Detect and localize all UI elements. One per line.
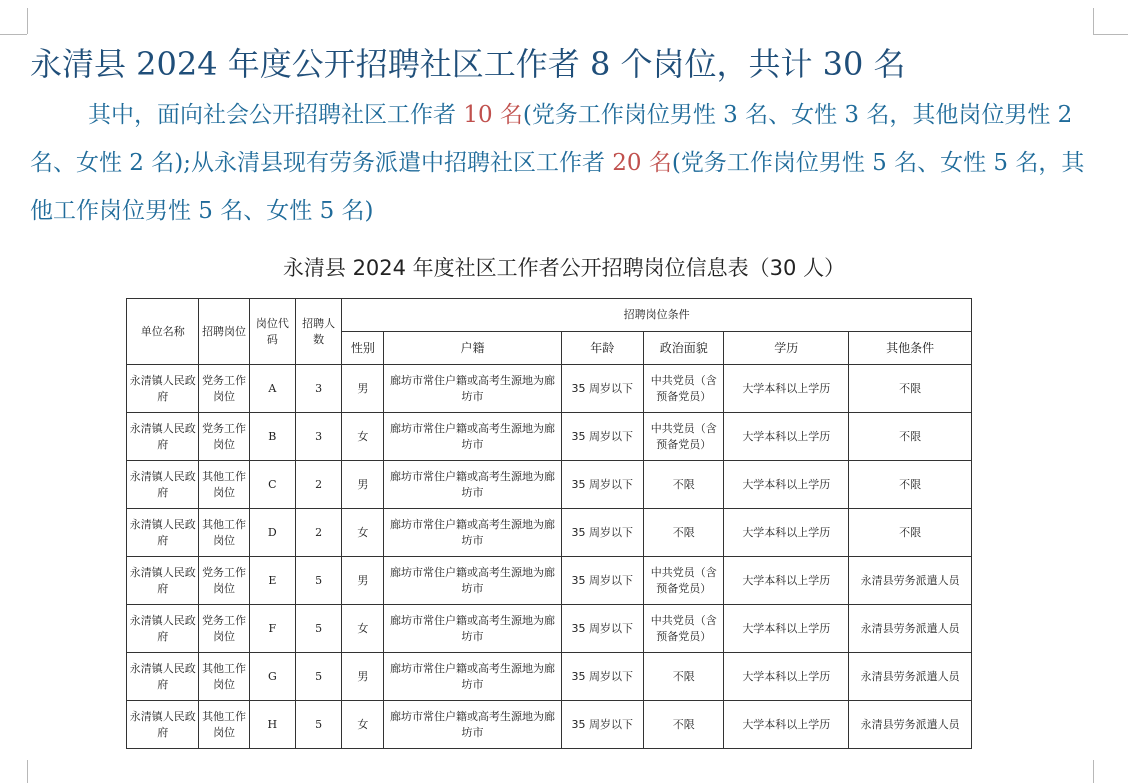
- cell-other: 不限: [849, 365, 972, 413]
- cell-education: 大学本科以上学历: [724, 605, 849, 653]
- cell-unit: 永清镇人民政府: [127, 461, 199, 509]
- cell-position: 党务工作岗位: [199, 365, 249, 413]
- cell-gender: 女: [342, 509, 384, 557]
- cell-unit: 永清镇人民政府: [127, 605, 199, 653]
- cell-gender: 女: [342, 605, 384, 653]
- header-political: 政治面貌: [643, 332, 723, 365]
- cell-age: 35 周岁以下: [561, 653, 643, 701]
- document-headline: 永清县 2024 年度公开招聘社区工作者 8 个岗位，共计 30 名: [30, 45, 906, 83]
- cell-hukou: 廊坊市常住户籍或高考生源地为廊坊市: [384, 653, 561, 701]
- cell-age: 35 周岁以下: [561, 509, 643, 557]
- table-row: [127, 365, 972, 413]
- cell-hukou: 廊坊市常住户籍或高考生源地为廊坊市: [384, 509, 561, 557]
- header-education: 学历: [724, 332, 849, 365]
- header-unit: 单位名称: [127, 299, 199, 365]
- page-corner-mark: [0, 34, 27, 35]
- cell-hukou: 廊坊市常住户籍或高考生源地为廊坊市: [384, 605, 561, 653]
- cell-political: 中共党员（含预备党员）: [643, 413, 723, 461]
- cell-gender: 男: [342, 653, 384, 701]
- header-code: 岗位代码: [249, 299, 295, 365]
- cell-education: 大学本科以上学历: [724, 557, 849, 605]
- cell-code: H: [249, 701, 295, 749]
- cell-position: 其他工作岗位: [199, 461, 249, 509]
- cell-political: 不限: [643, 509, 723, 557]
- page-corner-mark: [27, 8, 28, 34]
- job-info-table: [126, 298, 972, 749]
- table-row: [127, 413, 972, 461]
- table-title: 永清县 2024 年度社区工作者公开招聘岗位信息表（30 人）: [282, 256, 846, 280]
- cell-code: C: [249, 461, 295, 509]
- cell-other: 永清县劳务派遣人员: [849, 557, 972, 605]
- summary-text-3: (党务工作岗位男性 5 名、女性 5 名，其他工作岗位男性 5 名、女性 5 名): [30, 150, 1085, 224]
- cell-code: D: [249, 509, 295, 557]
- cell-position: 党务工作岗位: [199, 413, 249, 461]
- cell-education: 大学本科以上学历: [724, 509, 849, 557]
- cell-gender: 男: [342, 365, 384, 413]
- cell-position: 其他工作岗位: [199, 509, 249, 557]
- cell-education: 大学本科以上学历: [724, 701, 849, 749]
- cell-education: 大学本科以上学历: [724, 653, 849, 701]
- header-other: 其他条件: [849, 332, 972, 365]
- cell-count: 2: [295, 461, 341, 509]
- cell-unit: 永清镇人民政府: [127, 557, 199, 605]
- cell-age: 35 周岁以下: [561, 365, 643, 413]
- table-row: [127, 701, 972, 749]
- cell-age: 35 周岁以下: [561, 605, 643, 653]
- cell-other: 不限: [849, 461, 972, 509]
- cell-code: F: [249, 605, 295, 653]
- cell-other: 永清县劳务派遣人员: [849, 701, 972, 749]
- page-corner-mark: [1093, 34, 1128, 35]
- cell-count: 5: [295, 701, 341, 749]
- cell-political: 中共党员（含预备党员）: [643, 605, 723, 653]
- cell-count: 5: [295, 605, 341, 653]
- cell-unit: 永清镇人民政府: [127, 509, 199, 557]
- cell-gender: 男: [342, 557, 384, 605]
- summary-paragraph: [30, 91, 1105, 235]
- cell-education: 大学本科以上学历: [724, 365, 849, 413]
- cell-other: 不限: [849, 509, 972, 557]
- cell-count: 2: [295, 509, 341, 557]
- cell-code: G: [249, 653, 295, 701]
- cell-code: A: [249, 365, 295, 413]
- cell-age: 35 周岁以下: [561, 557, 643, 605]
- cell-position: 其他工作岗位: [199, 701, 249, 749]
- table-row: [127, 461, 972, 509]
- header-hukou: 户籍: [384, 332, 561, 365]
- cell-education: 大学本科以上学历: [724, 413, 849, 461]
- header-position: 招聘岗位: [199, 299, 249, 365]
- cell-political: 不限: [643, 461, 723, 509]
- cell-political: 不限: [643, 653, 723, 701]
- cell-age: 35 周岁以下: [561, 461, 643, 509]
- cell-gender: 女: [342, 701, 384, 749]
- cell-political: 不限: [643, 701, 723, 749]
- table-row: [127, 653, 972, 701]
- cell-other: 不限: [849, 413, 972, 461]
- page-corner-mark: [1093, 760, 1094, 783]
- cell-position: 其他工作岗位: [199, 653, 249, 701]
- page-corner-mark: [1093, 8, 1094, 34]
- cell-count: 3: [295, 413, 341, 461]
- cell-hukou: 廊坊市常住户籍或高考生源地为廊坊市: [384, 557, 561, 605]
- header-gender: 性别: [342, 332, 384, 365]
- cell-unit: 永清镇人民政府: [127, 701, 199, 749]
- cell-other: 永清县劳务派遣人员: [849, 605, 972, 653]
- cell-political: 中共党员（含预备党员）: [643, 557, 723, 605]
- public-count-highlight: 10 名: [463, 102, 523, 128]
- cell-code: B: [249, 413, 295, 461]
- header-count: 招聘人数: [295, 299, 341, 365]
- header-conditions: 招聘岗位条件: [342, 299, 972, 332]
- cell-political: 中共党员（含预备党员）: [643, 365, 723, 413]
- cell-code: E: [249, 557, 295, 605]
- summary-text-2: (党务工作岗位男性 3 名、女性 3 名，其他岗位男性 2 名、女性 2 名);从永清县现有劳务派遣中招聘社区工作者: [30, 102, 1073, 176]
- cell-unit: 永清镇人民政府: [127, 365, 199, 413]
- header-age: 年龄: [561, 332, 643, 365]
- cell-hukou: 廊坊市常住户籍或高考生源地为廊坊市: [384, 365, 561, 413]
- table-row: [127, 557, 972, 605]
- cell-education: 大学本科以上学历: [724, 461, 849, 509]
- cell-age: 35 周岁以下: [561, 413, 643, 461]
- cell-hukou: 廊坊市常住户籍或高考生源地为廊坊市: [384, 461, 561, 509]
- table-row: [127, 509, 972, 557]
- cell-unit: 永清镇人民政府: [127, 413, 199, 461]
- cell-other: 永清县劳务派遣人员: [849, 653, 972, 701]
- cell-age: 35 周岁以下: [561, 701, 643, 749]
- cell-position: 党务工作岗位: [199, 605, 249, 653]
- cell-hukou: 廊坊市常住户籍或高考生源地为廊坊市: [384, 701, 561, 749]
- cell-gender: 男: [342, 461, 384, 509]
- cell-unit: 永清镇人民政府: [127, 653, 199, 701]
- dispatch-count-highlight: 20 名: [612, 150, 672, 176]
- table-row: [127, 605, 972, 653]
- cell-count: 5: [295, 653, 341, 701]
- cell-count: 5: [295, 557, 341, 605]
- cell-position: 党务工作岗位: [199, 557, 249, 605]
- cell-count: 3: [295, 365, 341, 413]
- cell-hukou: 廊坊市常住户籍或高考生源地为廊坊市: [384, 413, 561, 461]
- page-corner-mark: [27, 760, 28, 783]
- summary-text-1: 其中，面向社会公开招聘社区工作者: [88, 102, 464, 128]
- cell-gender: 女: [342, 413, 384, 461]
